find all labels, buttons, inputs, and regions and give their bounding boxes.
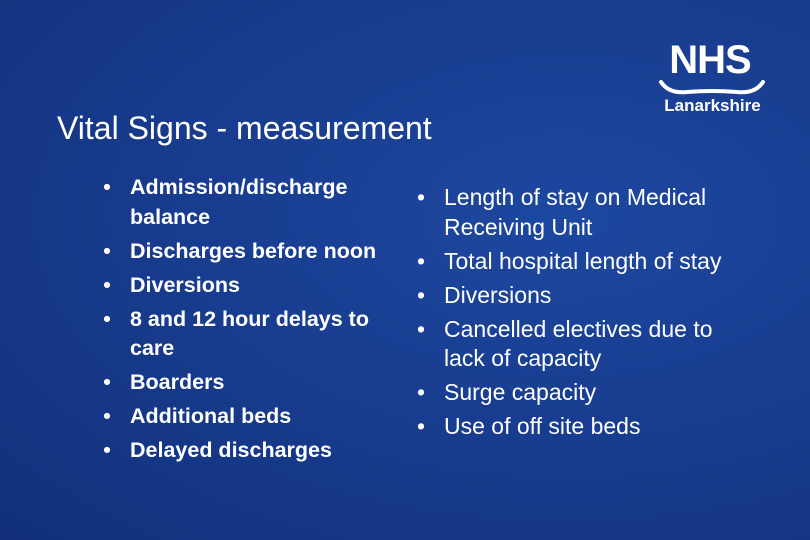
bullet-icon: • [416, 413, 426, 439]
list-item-text: Additional beds [130, 404, 292, 428]
list-item [414, 378, 724, 408]
bullet-icon: • [103, 306, 111, 331]
bullet-icon: • [103, 438, 111, 462]
bullet-icon: • [416, 247, 426, 274]
bullet-icon: • [416, 184, 426, 210]
list-item-text: Length of stay on Medical Receiving Unit [444, 184, 707, 240]
list-item-text: Diversions [130, 272, 240, 297]
logo-region-name: Lanarkshire [664, 96, 761, 115]
logo-wordmark: NHS [669, 38, 751, 82]
left-bullet-list [100, 173, 400, 470]
list-item [100, 402, 400, 432]
bullet-icon: • [416, 379, 426, 405]
bullet-icon: • [103, 175, 111, 199]
list-item [414, 412, 724, 442]
right-bullet-list [414, 183, 724, 446]
list-item-text: Delayed discharges [130, 438, 332, 462]
list-item [100, 368, 400, 398]
list-item [414, 315, 724, 374]
list-item [100, 305, 400, 364]
bullet-icon: • [416, 281, 426, 308]
slide-title: Vital Signs - measurement [57, 110, 432, 146]
list-item-text: Use of off site beds [444, 413, 641, 439]
bullet-icon: • [103, 404, 111, 428]
list-item-text: Diversions [444, 281, 552, 308]
list-item [414, 247, 724, 277]
list-item [100, 436, 400, 466]
bullet-icon: • [103, 238, 111, 263]
list-item [100, 237, 400, 267]
list-item-text: 8 and 12 hour delays to care [130, 306, 369, 360]
list-item [414, 183, 724, 242]
list-item-text: Boarders [130, 370, 225, 394]
bullet-icon: • [416, 315, 426, 342]
list-item-text: Total hospital length of stay [444, 247, 722, 274]
nhs-lanarkshire-logo [655, 38, 770, 123]
list-item-text: Admission/discharge balance [130, 175, 348, 229]
list-item [414, 281, 724, 311]
list-item [100, 173, 400, 232]
list-item-text: Cancelled electives due to lack of capacity [444, 315, 713, 371]
list-item [100, 271, 400, 301]
bullet-icon: • [103, 370, 111, 394]
list-item-text: Discharges before noon [130, 238, 377, 263]
list-item-text: Surge capacity [444, 379, 597, 405]
bullet-icon: • [103, 272, 111, 297]
